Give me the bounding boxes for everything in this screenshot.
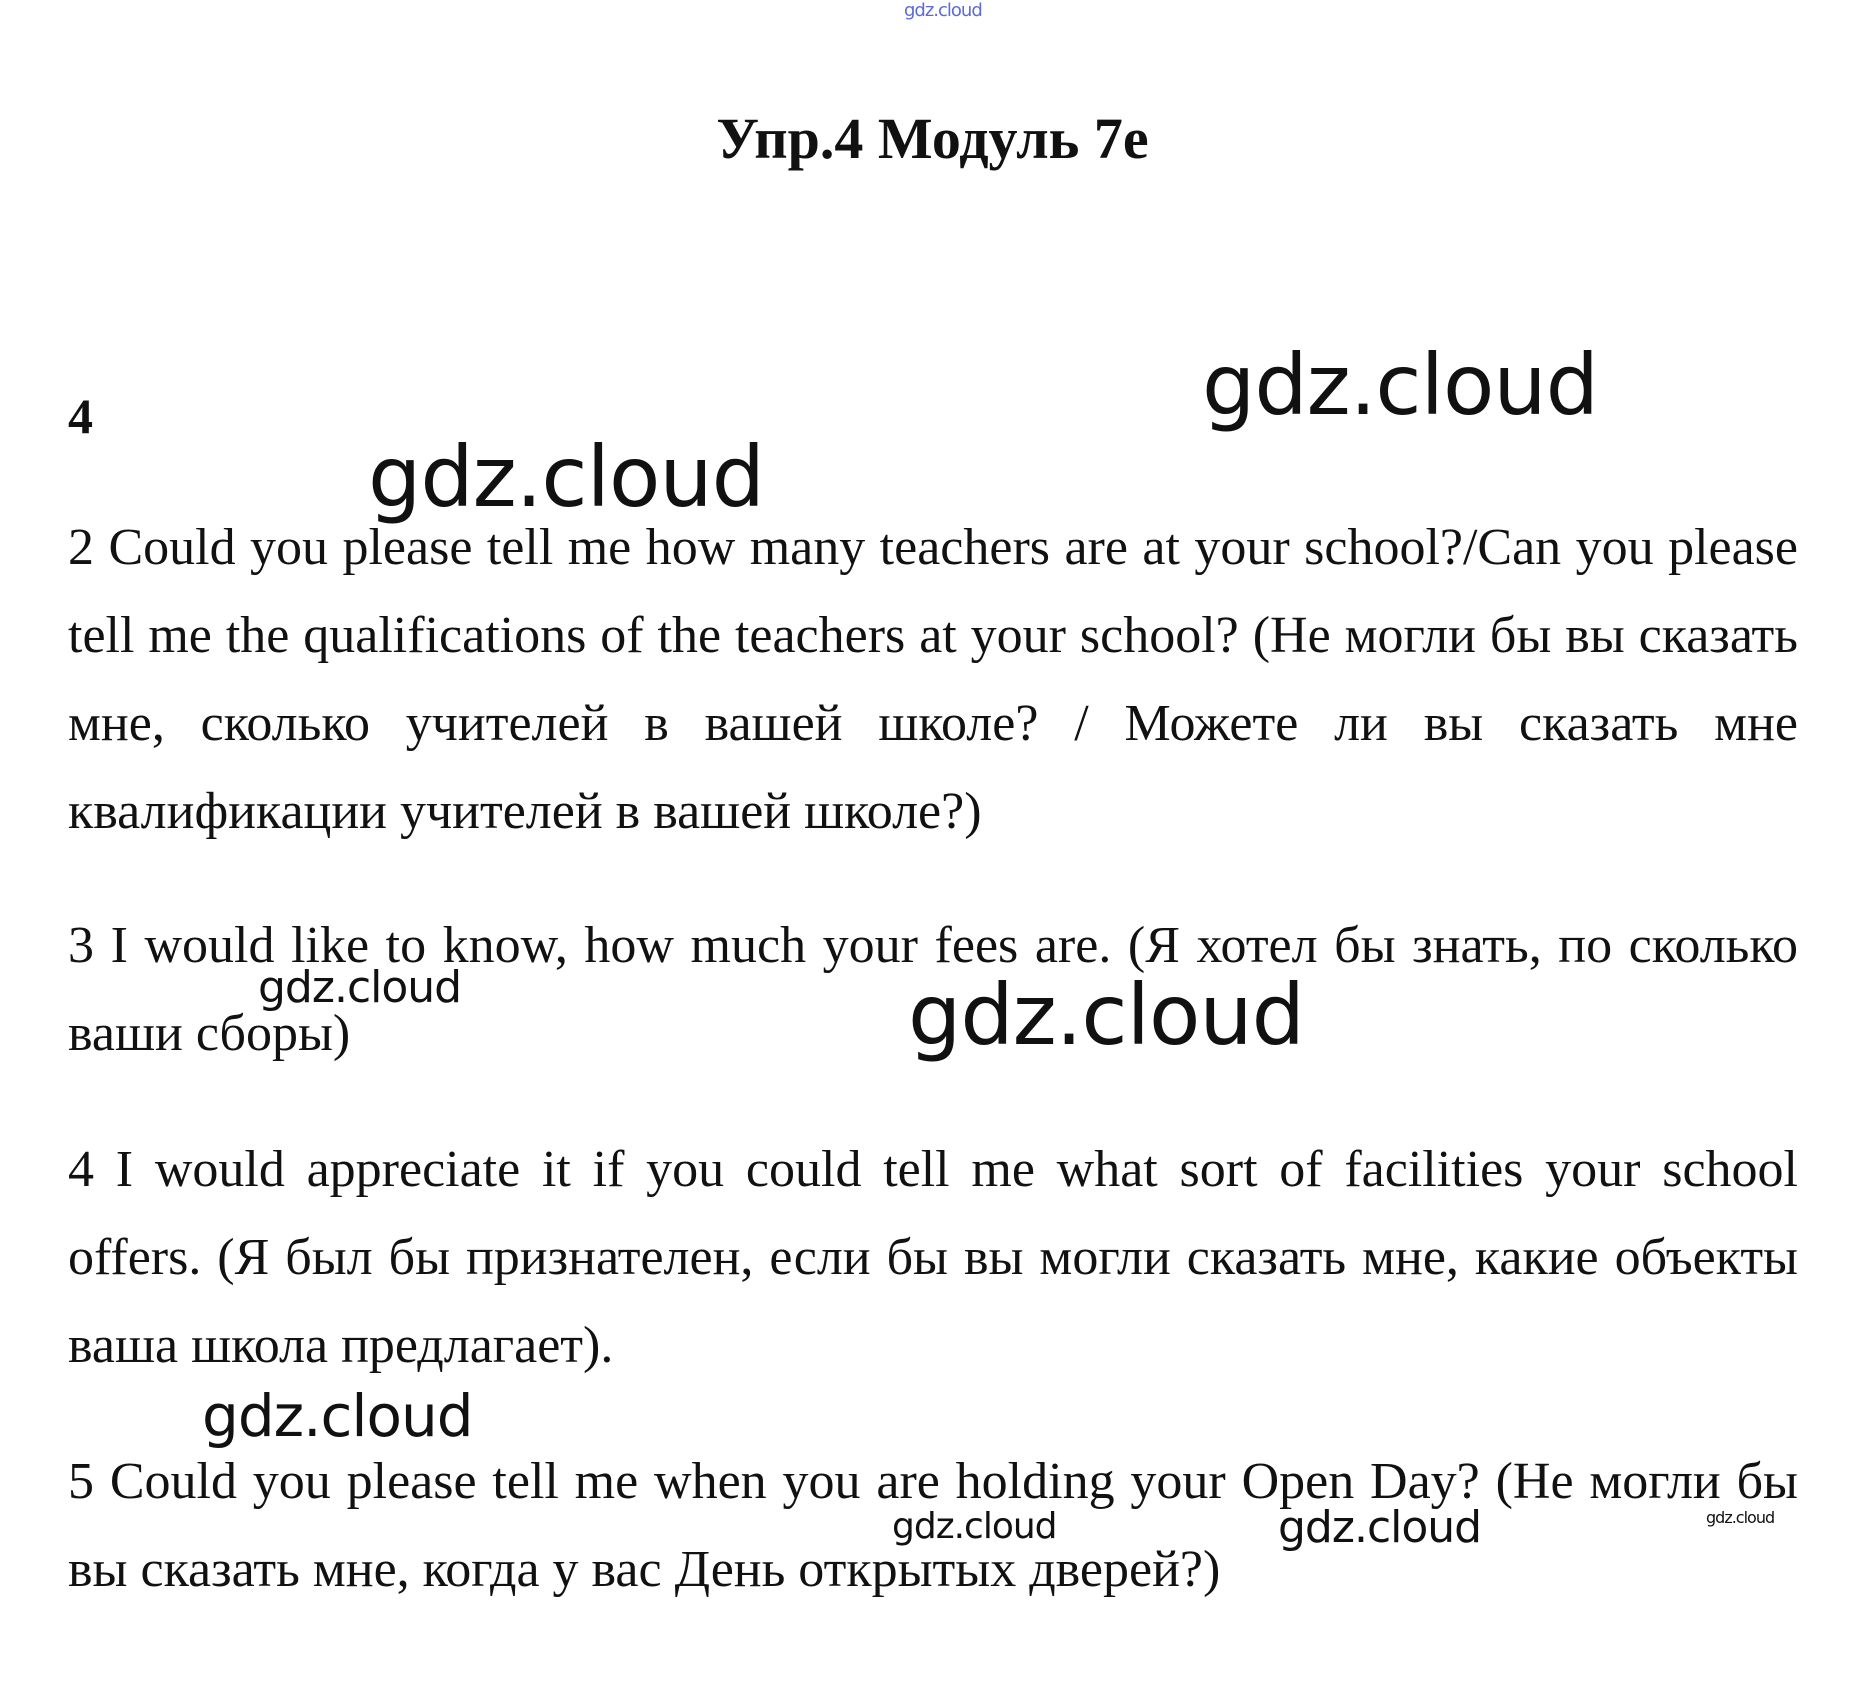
watermark-medium: gdz.cloud bbox=[258, 962, 462, 1013]
exercise-number: 4 bbox=[68, 388, 93, 444]
answer-item-3: 3 I would like to know, how much your fees are. (Я хотел бы знать, по сколько ваши сборы) bbox=[68, 917, 1798, 1062]
watermark-tiny: gdz.cloud bbox=[1706, 1508, 1775, 1527]
watermark-medium: gdz.cloud bbox=[202, 1382, 473, 1450]
page-title: Упр.4 Модуль 7е bbox=[716, 106, 1149, 171]
answer-item-2: 2 Could you please tell me how many teachers are at your school?/Can you please tell me the qualifications of the teachers at your school? (Не могли бы вы сказать мне, сколько учителей в вашей школе? / Можете ли вы сказать мне квалификации учителей в вашей школе?) bbox=[68, 519, 1798, 840]
watermark-top: gdz.cloud bbox=[904, 0, 982, 21]
watermark-large: gdz.cloud bbox=[1202, 336, 1598, 434]
watermark-small: gdz.cloud bbox=[892, 1506, 1057, 1547]
answer-item-4: 4 I would appreciate it if you could tell me what sort of facilities your school offers. (Я был бы признателен, если бы вы могли сказать мне, какие объекты ваша школа предлагает). bbox=[68, 1141, 1798, 1374]
watermark-large: gdz.cloud bbox=[908, 966, 1304, 1064]
watermark-large: gdz.cloud bbox=[368, 428, 764, 526]
answer-item-5: 5 Could you please tell me when you are holding your Open Day? (Не могли бы вы сказать мне, когда у вас День открытых дверей?) bbox=[68, 1453, 1798, 1598]
watermark-small: gdz.cloud bbox=[1278, 1502, 1482, 1553]
